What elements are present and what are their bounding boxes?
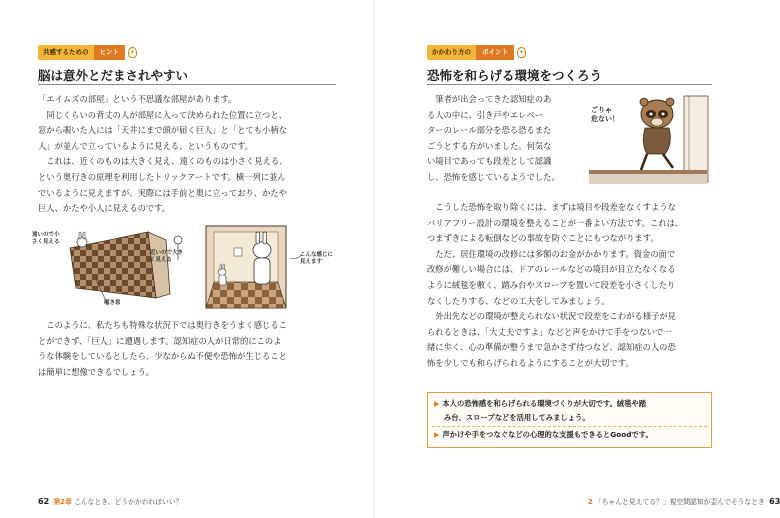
arrow-bullet-icon: ▶: [434, 400, 440, 408]
chapter-number: 2: [588, 498, 593, 506]
paragraph-line: ごうとする方がいました。何気な: [427, 140, 552, 151]
paragraph-line: い境目であっても段差として認識: [427, 156, 552, 167]
hint-tag: [38, 45, 137, 60]
body-text-top: [38, 92, 338, 217]
body-text-top: [427, 92, 587, 186]
paragraph-line: 怖を少しでも和らげられるようにすることが大切です。: [427, 357, 634, 368]
paragraph-line: バリアフリー設計の環境を整えることが一番よい方法です。これは、: [427, 217, 684, 228]
page-title: 恐怖を和らげる環境をつくろう: [427, 68, 603, 83]
page-number: 62: [38, 497, 50, 506]
summary-item: ▶ 声かけや手をつなぐなどの心理的な支援もできるとGoodです。: [428, 428, 711, 442]
tanuki-step-illustration: [589, 92, 714, 190]
door-frame: [684, 96, 708, 182]
paragraph-line: とができず、「巨人」に遭遇します。認知症の人が日常的にこのよ: [38, 335, 282, 346]
paragraph-line: という奥行きの原理を利用したトリックアートです。横一列に並ん: [38, 171, 286, 182]
paragraph-line: でいるように見えますが、実際には手前と奥に立っており、かたや: [38, 187, 287, 198]
paragraph-line: このように、私たちも特殊な状況下では奥行きをうまく感じるこ: [46, 320, 287, 330]
ames-room-drawing: [38, 220, 338, 312]
paragraph-line: し、恐怖を感じているようでした。: [427, 171, 560, 182]
left-page: [0, 0, 375, 518]
arrow-bullet-icon: ▶: [434, 431, 440, 439]
body-text-bottom: [427, 200, 717, 372]
lightbulb-icon: ✦: [518, 49, 525, 56]
running-title: こんなとき、どうかかわればいい？: [73, 498, 183, 506]
lightbulb-icon: ✦: [129, 49, 136, 56]
page-title: 脳は意外とだまされやすい: [38, 68, 189, 83]
paragraph-line: ように絨毯を敷く、踏み台やスロープを置いて段差を小さくしたり: [427, 279, 676, 290]
paragraph-line: 筆者が出会ってきた認知症のあ: [435, 94, 552, 104]
like-this-label: こんな感じに見えます: [300, 252, 334, 265]
far-small-label: 遠いので小さく見える: [32, 232, 60, 245]
right-folio: [588, 496, 780, 506]
tag-prefix: 共感するための: [38, 45, 94, 60]
summary-item: ▶ 本人の恐怖感を和らげられる環境づくりが大切です。絨毯や踏: [428, 397, 711, 411]
paragraph-line: こうした恐怖を取り除くには、まずは境目や段差をなくすような: [435, 202, 676, 212]
summary-item-continued: み台、スロープなどを活用してみましょう。: [444, 413, 590, 422]
paragraph-line: 「エイムズの部屋」という不思議な部屋があります。: [38, 94, 237, 104]
room-floor: [206, 282, 286, 308]
heading-rule: [427, 84, 712, 85]
running-title: 「ちゃんと見えてる？」視空間認知が歪んでそうなとき: [594, 498, 765, 506]
speech-bubble: ごりゃ 危ない！: [591, 106, 619, 123]
summary-divider: [432, 426, 707, 427]
chapter-label: 第2章: [53, 498, 72, 506]
body-text-bottom: [38, 318, 338, 380]
paragraph-line: なくしたりする、などの工夫をしてみましょう。: [427, 295, 610, 306]
left-folio: [38, 496, 182, 506]
summary-box: [427, 392, 712, 448]
paragraph-line: うな体験をしているとしたら、少なからぬ不便や恐怖が生じること: [38, 351, 287, 362]
paragraph-line: これは、近くのものは大きく見え、遠くのものは小さく見える、: [46, 156, 288, 167]
ames-room-illustration: [32, 220, 338, 312]
paragraph-line: 外出先などの環境が整えられない状況で段差をこわがる様子が見: [435, 311, 676, 322]
paragraph-line: られるときは、「大丈夫ですよ」などと声をかけて手をつないで一: [427, 326, 672, 337]
paragraph-line: 同じくらいの背丈の人が部屋に入って決められた位置に立つと、: [46, 109, 287, 120]
tag-label: ヒント: [94, 45, 126, 60]
paragraph-line: 窓から覗いた人には「天井にまで頭が届く巨人」と「とても小柄な: [38, 125, 287, 136]
near-big-label: 近いので大きく見える: [150, 250, 184, 263]
small-rabbit-figure: [77, 232, 87, 247]
peephole-label: 覗き窓: [104, 300, 121, 306]
picture-frame: [234, 248, 242, 256]
page-number: 63: [769, 497, 780, 506]
paragraph-line: ターのレール部分を恐る恐るまた: [427, 125, 552, 136]
tanuki-figure: [640, 98, 674, 170]
paragraph-line: は簡単に想像できるでしょう。: [38, 366, 155, 377]
tag-label: ポイント: [476, 45, 514, 60]
tag-prefix: かかわり方の: [427, 45, 476, 60]
point-tag: [427, 45, 526, 60]
paragraph-line: 人」が並んで立っているように見える、というものです。: [38, 140, 254, 151]
paragraph-line: 改修が難しい場合には、ドアのレールなどの境目が目立たなくなる: [427, 264, 676, 275]
paragraph-line: つまずきによる転倒などの事故を防ぐことにもつながります。: [427, 233, 659, 244]
heading-rule: [38, 84, 336, 85]
paragraph-line: 巨人、かたや小人に見えるのです。: [38, 203, 171, 214]
paragraph-line: ただ、居住環境の改修には多額のお金がかかります。資金の面で: [435, 248, 676, 259]
right-page: [375, 0, 780, 518]
floor-rail: [589, 170, 707, 174]
paragraph-line: 緒に歩く、心の準備が整うまで急かさず待つなど、認知症の人の恐: [427, 342, 676, 353]
paragraph-line: る人の中に、引き戸やエレベー: [427, 109, 544, 120]
